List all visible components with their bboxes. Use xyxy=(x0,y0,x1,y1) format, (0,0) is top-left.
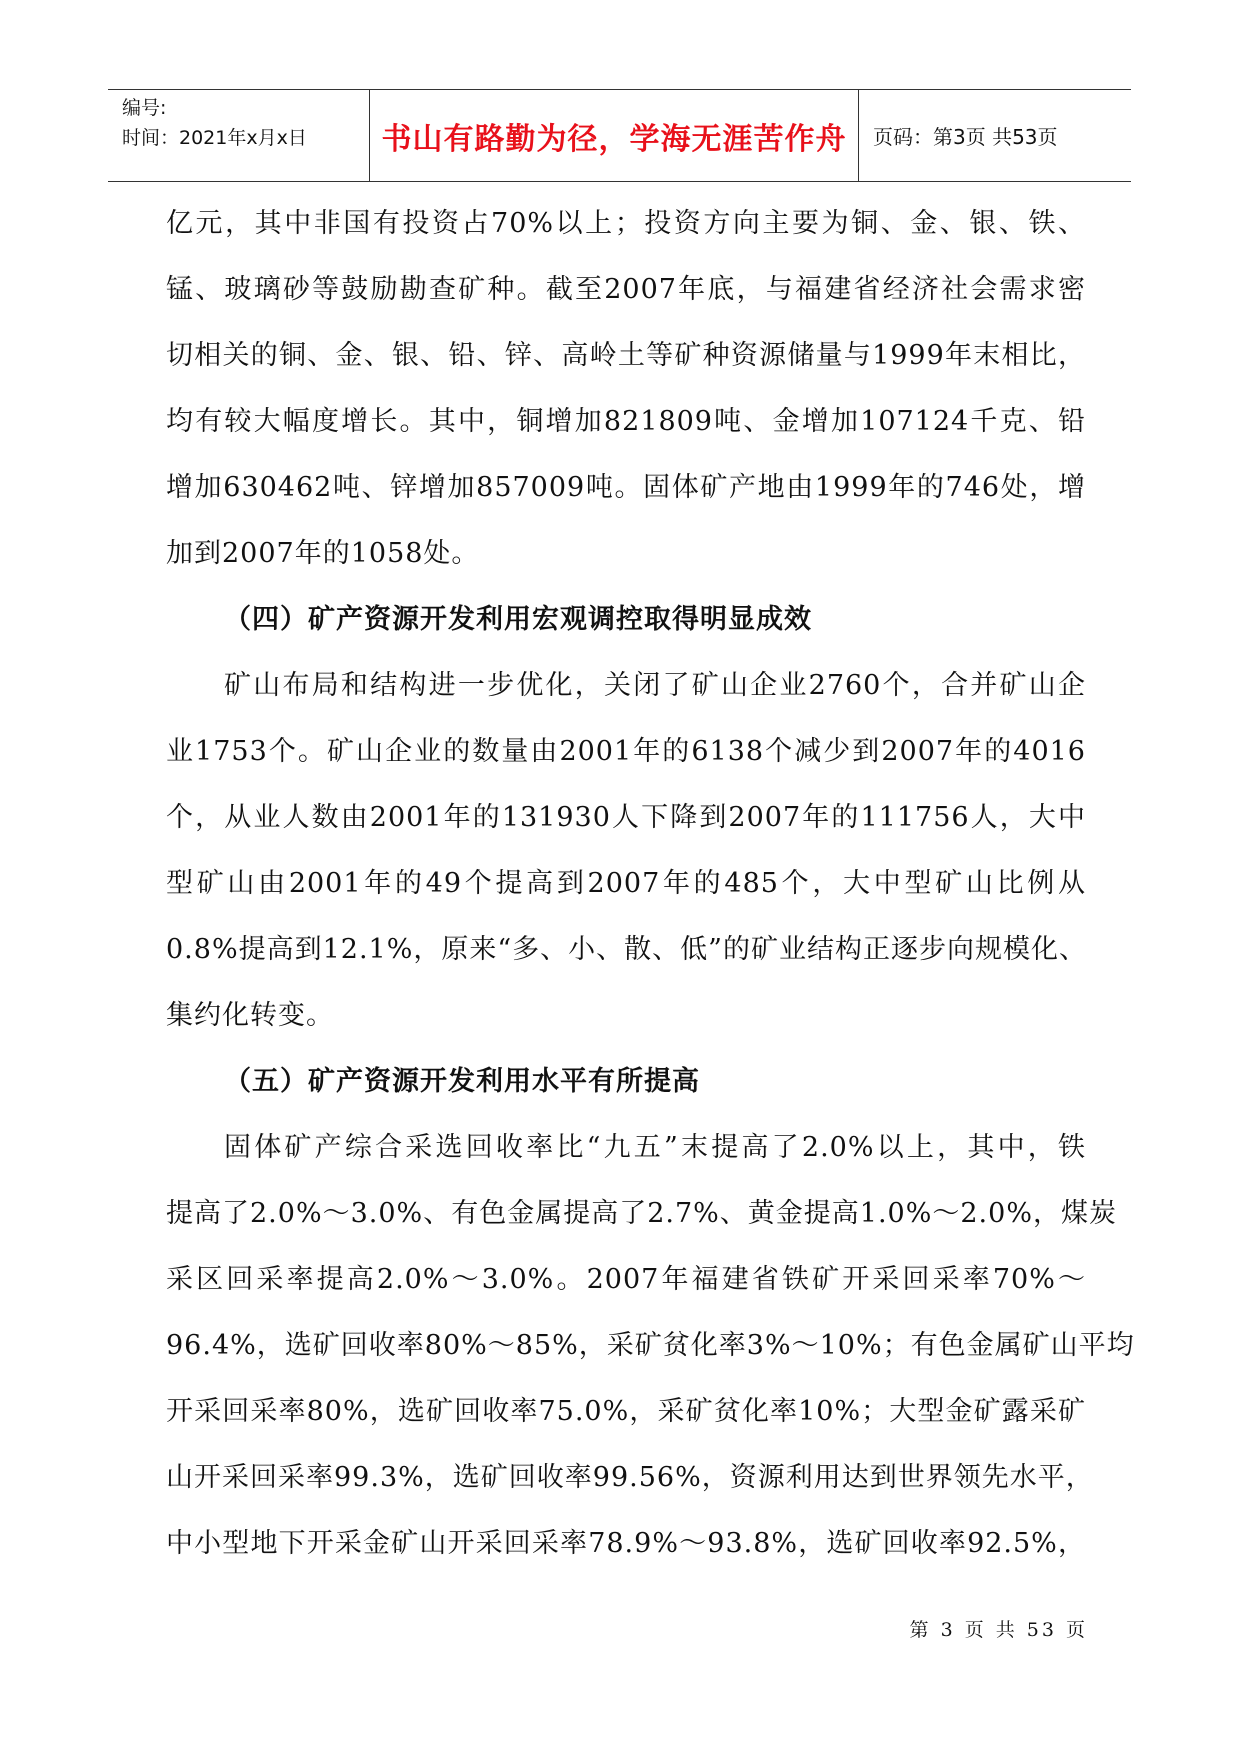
paragraph-line: 业1753个。矿山企业的数量由2001年的6138个减少到2007年的4016 xyxy=(166,736,1086,767)
paragraph-line: 96.4%，选矿回收率80%～85%，采矿贫化率3%～10%；有色金属矿山平均 xyxy=(166,1330,1135,1361)
paragraph-line: 加到2007年的1058处。 xyxy=(166,538,480,569)
header-motto-cell xyxy=(370,90,859,181)
paragraph-line: 均有较大幅度增长。其中，铜增加821809吨、金增加107124千克、铅 xyxy=(166,406,1086,437)
paragraph-line: 开采回采率80%，选矿回收率75.0%，采矿贫化率10%；大型金矿露采矿 xyxy=(166,1396,1086,1427)
paragraph-line: 采区回采率提高2.0%～3.0%。2007年福建省铁矿开采回采率70%～ xyxy=(166,1264,1086,1295)
paragraph-line: 矿山布局和结构进一步优化，关闭了矿山企业2760个，合并矿山企 xyxy=(224,670,1086,701)
paragraph-line: 固体矿产综合采选回收率比“九五”末提高了2.0%以上，其中，铁 xyxy=(224,1132,1086,1163)
header-page-info: 页码：第3页 共53页 xyxy=(873,125,1058,149)
document-time-label: 时间：2021年x月x日 xyxy=(122,127,307,149)
page-footer: 第 3 页 共 53 页 xyxy=(909,1619,1088,1641)
page-header xyxy=(108,89,1131,182)
paragraph-line: 山开采回采率99.3%，选矿回收率99.56%，资源利用达到世界领先水平， xyxy=(166,1462,1094,1493)
paragraph-line: 0.8%提高到12.1%，原来“多、小、散、低”的矿业结构正逐步向规模化、 xyxy=(166,934,1087,965)
header-page-cell xyxy=(859,90,1131,181)
paragraph-line: 集约化转变。 xyxy=(166,1000,334,1031)
section-heading-4: （四）矿产资源开发利用宏观调控取得明显成效 xyxy=(224,604,812,635)
paragraph-line: 提高了2.0%～3.0%、有色金属提高了2.7%、黄金提高1.0%～2.0%，煤炭 xyxy=(166,1198,1117,1229)
header-motto: 书山有路勤为径，学海无涯苦作舟 xyxy=(381,121,847,157)
document-body xyxy=(166,191,1135,1577)
section-heading-5: （五）矿产资源开发利用水平有所提高 xyxy=(224,1066,700,1097)
paragraph-line: 中小型地下开采金矿山开采回采率78.9%～93.8%，选矿回收率92.5%， xyxy=(166,1528,1086,1559)
paragraph-line: 锰、玻璃砂等鼓励勘查矿种。截至2007年底，与福建省经济社会需求密 xyxy=(166,274,1086,305)
paragraph-line: 型矿山由2001年的49个提高到2007年的485个，大中型矿山比例从 xyxy=(166,868,1086,899)
paragraph-line: 切相关的铜、金、银、铅、锌、高岭土等矿种资源储量与1999年末相比， xyxy=(166,340,1086,371)
paragraph-line: 增加630462吨、锌增加857009吨。固体矿产地由1999年的746处，增 xyxy=(166,472,1086,503)
document-number-label: 编号: xyxy=(122,97,167,119)
paragraph-line: 个，从业人数由2001年的131930人下降到2007年的111756人，大中 xyxy=(166,802,1086,833)
paragraph-line: 亿元，其中非国有投资占70%以上；投资方向主要为铜、金、银、铁、 xyxy=(166,208,1086,239)
header-meta-cell xyxy=(108,90,370,181)
